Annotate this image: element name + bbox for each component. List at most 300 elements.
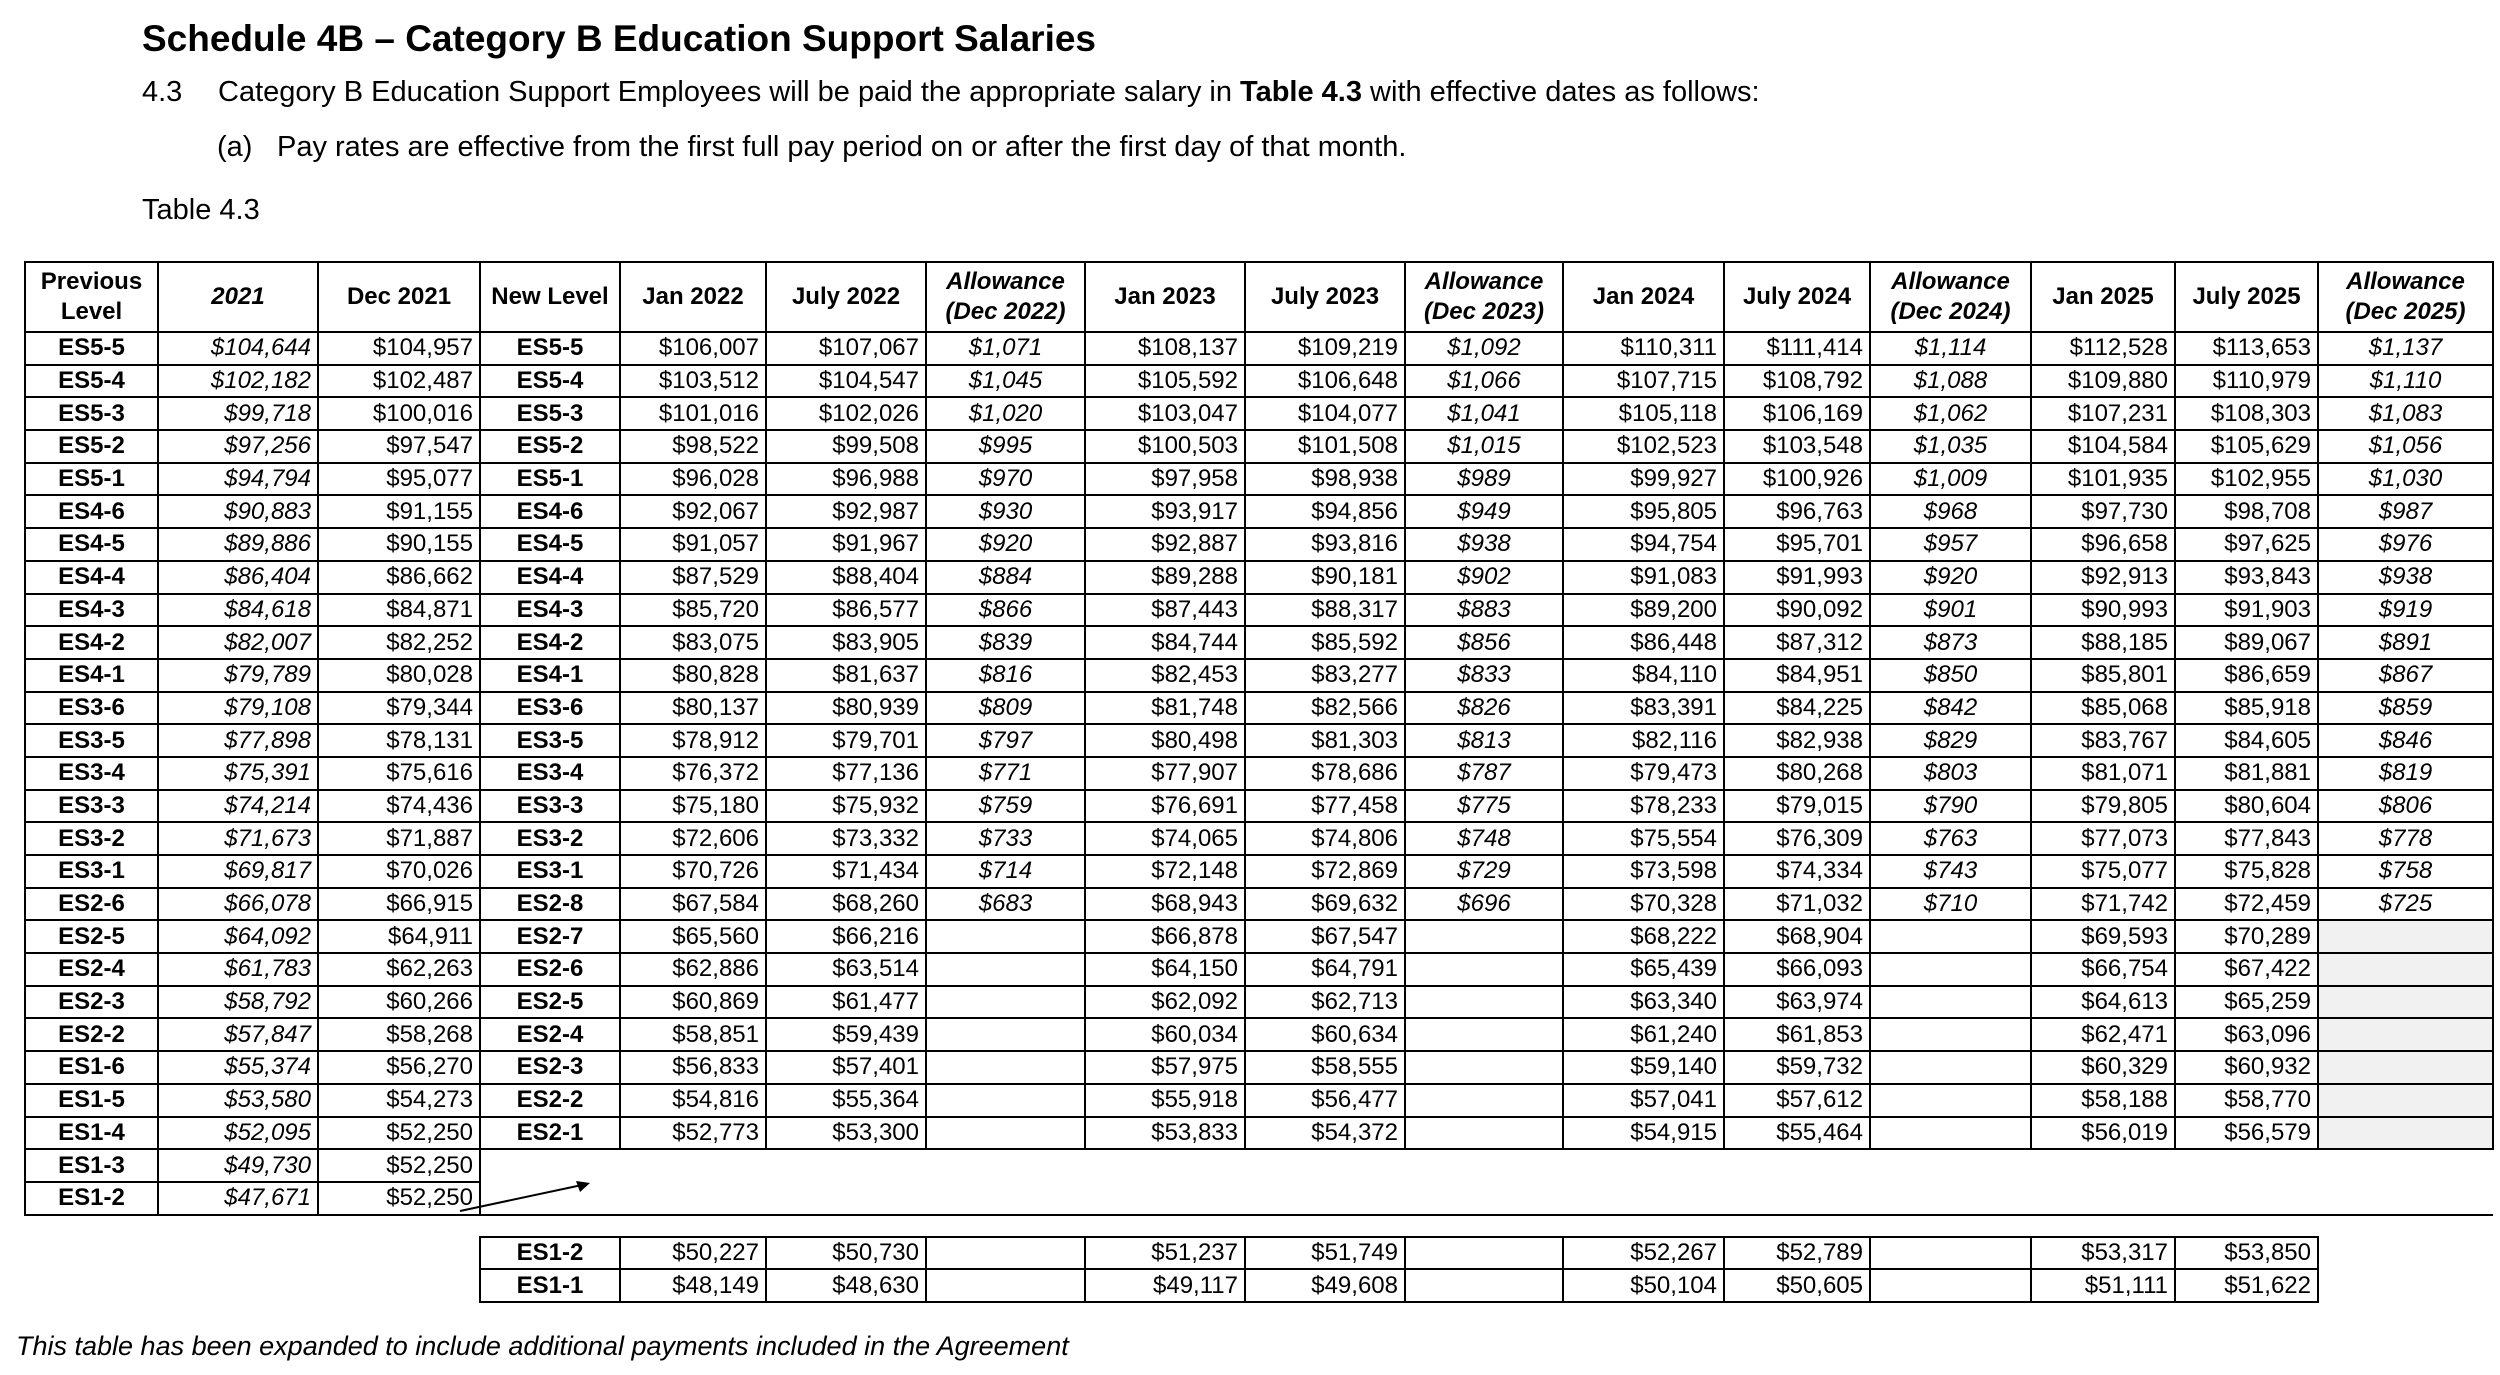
value-cell: $56,477 [1245, 1084, 1405, 1117]
value-cell: $75,077 [2031, 855, 2175, 888]
spacer-cell [25, 1215, 2493, 1237]
value-cell: $58,770 [2175, 1084, 2318, 1117]
col-dec-2021: Dec 2021 [318, 262, 480, 332]
value-cell: $859 [2318, 692, 2493, 725]
value-cell: $52,250 [318, 1117, 480, 1150]
value-cell: $809 [926, 692, 1085, 725]
value-cell: $108,792 [1724, 365, 1870, 398]
value-cell [926, 953, 1085, 986]
value-cell: $57,975 [1085, 1051, 1245, 1084]
level-cell: ES5-3 [25, 397, 158, 430]
level-cell: ES2-5 [25, 920, 158, 953]
value-cell: $106,648 [1245, 365, 1405, 398]
value-cell: $833 [1405, 659, 1563, 692]
value-cell: $82,252 [318, 626, 480, 659]
page-title: Schedule 4B – Category B Education Support Salaries [142, 18, 1097, 59]
value-cell: $104,584 [2031, 430, 2175, 463]
value-cell: $95,805 [1563, 495, 1724, 528]
value-cell: $714 [926, 855, 1085, 888]
value-cell: $90,883 [158, 495, 318, 528]
value-cell [926, 1084, 1085, 1117]
value-cell: $1,066 [1405, 365, 1563, 398]
value-cell: $49,608 [1245, 1269, 1405, 1302]
value-cell: $92,987 [766, 495, 926, 528]
value-cell: $54,273 [318, 1084, 480, 1117]
value-cell: $98,708 [2175, 495, 2318, 528]
value-cell: $71,032 [1724, 888, 1870, 921]
level-cell: ES5-5 [25, 332, 158, 365]
value-cell: $53,317 [2031, 1237, 2175, 1270]
value-cell: $1,088 [1870, 365, 2031, 398]
value-cell: $106,169 [1724, 397, 1870, 430]
value-cell: $88,185 [2031, 626, 2175, 659]
value-cell [926, 1237, 1085, 1270]
value-cell: $110,979 [2175, 365, 2318, 398]
table-row [25, 822, 2493, 855]
level-cell: ES3-1 [480, 855, 620, 888]
value-cell: $105,629 [2175, 430, 2318, 463]
value-cell: $803 [1870, 757, 2031, 790]
value-cell: $60,034 [1085, 1018, 1245, 1051]
value-cell: $55,464 [1724, 1117, 1870, 1150]
value-cell: $77,907 [1085, 757, 1245, 790]
value-cell: $91,993 [1724, 561, 1870, 594]
level-cell: ES2-4 [480, 1018, 620, 1051]
value-cell: $74,806 [1245, 822, 1405, 855]
value-cell: $60,869 [620, 986, 766, 1019]
value-cell: $79,473 [1563, 757, 1724, 790]
sub-clause-number: (a) [217, 131, 253, 163]
value-cell: $67,422 [2175, 953, 2318, 986]
value-cell: $55,918 [1085, 1084, 1245, 1117]
value-cell: $81,637 [766, 659, 926, 692]
value-cell: $71,673 [158, 822, 318, 855]
value-cell [2318, 953, 2493, 986]
value-cell: $67,547 [1245, 920, 1405, 953]
level-cell: ES2-3 [25, 986, 158, 1019]
value-cell [1405, 986, 1563, 1019]
table-row [25, 855, 2493, 888]
value-cell: $59,439 [766, 1018, 926, 1051]
value-cell: $49,117 [1085, 1269, 1245, 1302]
value-cell: $970 [926, 463, 1085, 496]
value-cell: $74,214 [158, 790, 318, 823]
level-cell: ES1-5 [25, 1084, 158, 1117]
value-cell: $102,026 [766, 397, 926, 430]
value-cell [1870, 1117, 2031, 1150]
value-cell: $62,471 [2031, 1018, 2175, 1051]
value-cell [1405, 1237, 1563, 1270]
level-cell: ES3-2 [480, 822, 620, 855]
value-cell: $89,067 [2175, 626, 2318, 659]
table-row [25, 365, 2493, 398]
value-cell: $51,111 [2031, 1269, 2175, 1302]
value-cell: $51,237 [1085, 1237, 1245, 1270]
value-cell: $1,114 [1870, 332, 2031, 365]
value-cell [1405, 1269, 1563, 1302]
value-cell: $109,219 [1245, 332, 1405, 365]
value-cell [1870, 920, 2031, 953]
value-cell: $103,047 [1085, 397, 1245, 430]
level-cell: ES2-2 [25, 1018, 158, 1051]
value-cell: $110,311 [1563, 332, 1724, 365]
value-cell: $696 [1405, 888, 1563, 921]
value-cell: $88,404 [766, 561, 926, 594]
value-cell: $938 [1405, 528, 1563, 561]
value-cell: $90,155 [318, 528, 480, 561]
value-cell: $52,250 [318, 1182, 480, 1215]
value-cell: $99,927 [1563, 463, 1724, 496]
sub-clause-text: Pay rates are effective from the first full pay period on or after the first day of that month. [277, 131, 1407, 163]
value-cell: $729 [1405, 855, 1563, 888]
value-cell: $1,041 [1405, 397, 1563, 430]
value-cell: $968 [1870, 495, 2031, 528]
value-cell: $856 [1405, 626, 1563, 659]
value-cell: $99,718 [158, 397, 318, 430]
value-cell [1405, 1084, 1563, 1117]
value-cell: $90,993 [2031, 594, 2175, 627]
value-cell: $69,632 [1245, 888, 1405, 921]
table-row [25, 626, 2493, 659]
level-cell: ES3-4 [25, 757, 158, 790]
level-cell: ES2-1 [480, 1117, 620, 1150]
value-cell: $56,270 [318, 1051, 480, 1084]
empty-cell [480, 1182, 2493, 1215]
value-cell: $62,713 [1245, 986, 1405, 1019]
value-cell: $85,720 [620, 594, 766, 627]
value-cell: $66,078 [158, 888, 318, 921]
value-cell: $95,701 [1724, 528, 1870, 561]
value-cell: $53,580 [158, 1084, 318, 1117]
level-cell: ES1-2 [480, 1237, 620, 1270]
value-cell: $111,414 [1724, 332, 1870, 365]
value-cell: $84,110 [1563, 659, 1724, 692]
value-cell: $72,606 [620, 822, 766, 855]
value-cell: $52,095 [158, 1117, 318, 1150]
value-cell: $52,773 [620, 1117, 766, 1150]
value-cell: $66,093 [1724, 953, 1870, 986]
value-cell: $57,612 [1724, 1084, 1870, 1117]
value-cell: $850 [1870, 659, 2031, 692]
value-cell: $69,593 [2031, 920, 2175, 953]
value-cell: $102,487 [318, 365, 480, 398]
value-cell: $58,268 [318, 1018, 480, 1051]
value-cell: $790 [1870, 790, 2031, 823]
value-cell: $1,030 [2318, 463, 2493, 496]
empty-cell [25, 1237, 480, 1270]
value-cell: $90,092 [1724, 594, 1870, 627]
value-cell: $813 [1405, 724, 1563, 757]
value-cell: $85,801 [2031, 659, 2175, 692]
level-cell: ES3-2 [25, 822, 158, 855]
value-cell: $76,372 [620, 757, 766, 790]
table-row [25, 430, 2493, 463]
value-cell: $873 [1870, 626, 2031, 659]
value-cell: $101,935 [2031, 463, 2175, 496]
value-cell: $1,009 [1870, 463, 2031, 496]
value-cell: $866 [926, 594, 1085, 627]
level-cell: ES4-1 [480, 659, 620, 692]
value-cell: $94,856 [1245, 495, 1405, 528]
value-cell: $93,843 [2175, 561, 2318, 594]
level-cell: ES1-4 [25, 1117, 158, 1150]
value-cell: $104,957 [318, 332, 480, 365]
value-cell: $710 [1870, 888, 2031, 921]
value-cell: $52,789 [1724, 1237, 1870, 1270]
value-cell: $68,222 [1563, 920, 1724, 953]
value-cell: $891 [2318, 626, 2493, 659]
value-cell: $50,104 [1563, 1269, 1724, 1302]
value-cell: $80,028 [318, 659, 480, 692]
value-cell: $82,007 [158, 626, 318, 659]
value-cell: $91,155 [318, 495, 480, 528]
value-cell: $52,250 [318, 1149, 480, 1182]
value-cell: $53,300 [766, 1117, 926, 1150]
value-cell: $83,075 [620, 626, 766, 659]
value-cell: $759 [926, 790, 1085, 823]
value-cell: $95,077 [318, 463, 480, 496]
table-row [25, 1117, 2493, 1150]
value-cell: $842 [1870, 692, 2031, 725]
value-cell: $80,137 [620, 692, 766, 725]
value-cell: $92,887 [1085, 528, 1245, 561]
value-cell: $91,083 [1563, 561, 1724, 594]
value-cell: $65,259 [2175, 986, 2318, 1019]
value-cell: $68,943 [1085, 888, 1245, 921]
level-cell: ES5-4 [480, 365, 620, 398]
value-cell [1870, 953, 2031, 986]
value-cell: $829 [1870, 724, 2031, 757]
level-cell: ES4-5 [480, 528, 620, 561]
level-cell: ES2-7 [480, 920, 620, 953]
level-cell: ES4-6 [480, 495, 620, 528]
value-cell: $89,886 [158, 528, 318, 561]
value-cell: $100,503 [1085, 430, 1245, 463]
value-cell: $62,092 [1085, 986, 1245, 1019]
value-cell: $66,216 [766, 920, 926, 953]
value-cell: $63,096 [2175, 1018, 2318, 1051]
value-cell: $74,065 [1085, 822, 1245, 855]
value-cell: $71,887 [318, 822, 480, 855]
col-allowance-dec-2025: Allowance (Dec 2025) [2318, 262, 2493, 332]
value-cell: $75,932 [766, 790, 926, 823]
value-cell: $84,605 [2175, 724, 2318, 757]
value-cell: $79,701 [766, 724, 926, 757]
level-cell: ES3-6 [480, 692, 620, 725]
value-cell: $76,691 [1085, 790, 1245, 823]
value-cell: $62,886 [620, 953, 766, 986]
value-cell: $86,577 [766, 594, 926, 627]
value-cell: $82,938 [1724, 724, 1870, 757]
empty-cell [480, 1149, 2493, 1182]
value-cell: $109,880 [2031, 365, 2175, 398]
level-cell: ES4-2 [480, 626, 620, 659]
value-cell: $826 [1405, 692, 1563, 725]
value-cell: $103,512 [620, 365, 766, 398]
level-cell: ES4-3 [25, 594, 158, 627]
value-cell: $102,955 [2175, 463, 2318, 496]
value-cell: $87,312 [1724, 626, 1870, 659]
value-cell: $75,616 [318, 757, 480, 790]
value-cell: $79,805 [2031, 790, 2175, 823]
value-cell: $104,644 [158, 332, 318, 365]
level-cell: ES3-3 [480, 790, 620, 823]
value-cell: $104,547 [766, 365, 926, 398]
level-cell: ES2-6 [25, 888, 158, 921]
value-cell: $883 [1405, 594, 1563, 627]
value-cell: $1,083 [2318, 397, 2493, 430]
value-cell: $63,974 [1724, 986, 1870, 1019]
value-cell: $96,763 [1724, 495, 1870, 528]
value-cell: $74,334 [1724, 855, 1870, 888]
value-cell: $86,448 [1563, 626, 1724, 659]
value-cell: $919 [2318, 594, 2493, 627]
value-cell: $1,035 [1870, 430, 2031, 463]
value-cell: $763 [1870, 822, 2031, 855]
table-row [25, 1084, 2493, 1117]
value-cell: $93,917 [1085, 495, 1245, 528]
value-cell: $87,529 [620, 561, 766, 594]
col-july-2022: July 2022 [766, 262, 926, 332]
value-cell: $1,110 [2318, 365, 2493, 398]
value-cell: $61,240 [1563, 1018, 1724, 1051]
value-cell: $70,026 [318, 855, 480, 888]
value-cell: $902 [1405, 561, 1563, 594]
value-cell: $101,508 [1245, 430, 1405, 463]
level-cell: ES2-8 [480, 888, 620, 921]
value-cell: $80,939 [766, 692, 926, 725]
level-cell: ES3-5 [480, 724, 620, 757]
value-cell [2318, 1084, 2493, 1117]
value-cell: $78,131 [318, 724, 480, 757]
value-cell: $97,625 [2175, 528, 2318, 561]
value-cell: $57,847 [158, 1018, 318, 1051]
value-cell: $92,067 [620, 495, 766, 528]
value-cell: $79,015 [1724, 790, 1870, 823]
value-cell: $107,067 [766, 332, 926, 365]
value-cell: $58,555 [1245, 1051, 1405, 1084]
value-cell: $112,528 [2031, 332, 2175, 365]
level-cell: ES5-1 [480, 463, 620, 496]
value-cell: $683 [926, 888, 1085, 921]
value-cell [2318, 986, 2493, 1019]
value-cell: $70,289 [2175, 920, 2318, 953]
value-cell [2318, 1117, 2493, 1150]
value-cell: $89,200 [1563, 594, 1724, 627]
value-cell: $1,056 [2318, 430, 2493, 463]
value-cell: $73,332 [766, 822, 926, 855]
value-cell [2318, 920, 2493, 953]
value-cell: $725 [2318, 888, 2493, 921]
value-cell [1870, 1269, 2031, 1302]
value-cell: $70,328 [1563, 888, 1724, 921]
value-cell: $949 [1405, 495, 1563, 528]
table-row [25, 790, 2493, 823]
value-cell: $57,401 [766, 1051, 926, 1084]
value-cell: $97,958 [1085, 463, 1245, 496]
value-cell: $96,028 [620, 463, 766, 496]
value-cell: $50,605 [1724, 1269, 1870, 1302]
value-cell: $105,592 [1085, 365, 1245, 398]
value-cell: $976 [2318, 528, 2493, 561]
value-cell [1405, 1018, 1563, 1051]
level-cell: ES5-5 [480, 332, 620, 365]
value-cell: $91,057 [620, 528, 766, 561]
value-cell: $71,742 [2031, 888, 2175, 921]
table-row [25, 724, 2493, 757]
value-cell: $73,598 [1563, 855, 1724, 888]
value-cell: $77,136 [766, 757, 926, 790]
value-cell: $80,268 [1724, 757, 1870, 790]
value-cell: $816 [926, 659, 1085, 692]
value-cell: $57,041 [1563, 1084, 1724, 1117]
level-cell: ES1-3 [25, 1149, 158, 1182]
table-body [25, 332, 2493, 1302]
value-cell: $96,658 [2031, 528, 2175, 561]
value-cell: $113,653 [2175, 332, 2318, 365]
value-cell: $66,754 [2031, 953, 2175, 986]
value-cell: $81,748 [1085, 692, 1245, 725]
value-cell: $80,498 [1085, 724, 1245, 757]
value-cell: $778 [2318, 822, 2493, 855]
value-cell: $71,434 [766, 855, 926, 888]
value-cell: $98,522 [620, 430, 766, 463]
level-cell: ES5-2 [25, 430, 158, 463]
value-cell: $1,092 [1405, 332, 1563, 365]
level-cell: ES2-4 [25, 953, 158, 986]
value-cell: $56,019 [2031, 1117, 2175, 1150]
table-row [25, 1149, 2493, 1182]
col-jan-2025: Jan 2025 [2031, 262, 2175, 332]
value-cell: $84,951 [1724, 659, 1870, 692]
value-cell: $85,068 [2031, 692, 2175, 725]
value-cell [1870, 1237, 2031, 1270]
value-cell: $75,554 [1563, 822, 1724, 855]
value-cell: $89,288 [1085, 561, 1245, 594]
level-cell: ES4-4 [25, 561, 158, 594]
value-cell: $83,277 [1245, 659, 1405, 692]
value-cell: $91,967 [766, 528, 926, 561]
value-cell: $49,730 [158, 1149, 318, 1182]
value-cell: $64,911 [318, 920, 480, 953]
value-cell: $84,225 [1724, 692, 1870, 725]
value-cell: $806 [2318, 790, 2493, 823]
value-cell: $758 [2318, 855, 2493, 888]
value-cell: $60,329 [2031, 1051, 2175, 1084]
value-cell: $56,579 [2175, 1117, 2318, 1150]
table-row [25, 561, 2493, 594]
col-july-2025: July 2025 [2175, 262, 2318, 332]
value-cell: $72,148 [1085, 855, 1245, 888]
value-cell: $77,843 [2175, 822, 2318, 855]
value-cell: $93,816 [1245, 528, 1405, 561]
col-jan-2023: Jan 2023 [1085, 262, 1245, 332]
value-cell: $61,477 [766, 986, 926, 1019]
table-row [25, 888, 2493, 921]
value-cell: $846 [2318, 724, 2493, 757]
value-cell: $84,744 [1085, 626, 1245, 659]
value-cell: $1,062 [1870, 397, 2031, 430]
value-cell: $58,188 [2031, 1084, 2175, 1117]
value-cell [926, 986, 1085, 1019]
value-cell: $56,833 [620, 1051, 766, 1084]
value-cell: $65,439 [1563, 953, 1724, 986]
value-cell: $53,833 [1085, 1117, 1245, 1150]
value-cell: $54,372 [1245, 1117, 1405, 1150]
value-cell: $1,020 [926, 397, 1085, 430]
col-jan-2022: Jan 2022 [620, 262, 766, 332]
level-cell: ES5-4 [25, 365, 158, 398]
